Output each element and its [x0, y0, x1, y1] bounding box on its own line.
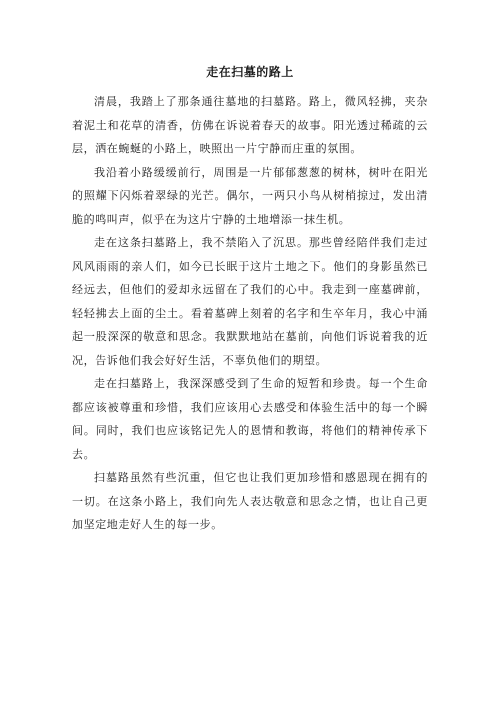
paragraph-5: 扫墓路虽然有些沉重，但它也让我们更加珍惜和感恩现在拥有的一切。在这条小路上，我们向先人表达敬意和思念之情，也让自己更加坚定地走好人生的每一步。	[72, 471, 428, 531]
paragraph-2: 我沿着小路缓缓前行，周围是一片郁郁葱葱的树林，树叶在阳光的照耀下闪烁着翠绿的光芒。偶尔，一两只小鸟从树梢掠过，发出清脆的鸣叫声，似乎在为这片宁静的土地增添一抹生机。	[72, 165, 428, 226]
paragraph-4: 走在扫墓路上，我深深感受到了生命的短暂和珍贵。每一个生命都应该被尊重和珍惜，我们应该用心去感受和体验生活中的每一个瞬间。同时，我们也应该铭记先人的恩情和教诲，将他们的精神传承下去。	[72, 377, 428, 461]
document-title: 走在扫墓的路上	[206, 65, 294, 79]
paragraph-3: 走在这条扫墓路上，我不禁陷入了沉思。那些曾经陪伴我们走过风风雨雨的亲人们，如今已长眠于这片土地之下。他们的身影虽然已经远去，但他们的爱却永远留在了我们的心中。我走到一座墓碑前，轻轻拂去上面的尘土。看着墓碑上刻着的名字和生卒年月，我心中涌起一股深深的敬意和思念。我默默地站在墓前，向他们诉说着我的近况，告诉他们我会好好生活，不辜负他们的期望。	[72, 236, 428, 367]
paragraph-1: 清晨，我踏上了那条通往墓地的扫墓路。路上，微风轻拂，夹杂着泥土和花草的清香，仿佛在诉说着春天的故事。阳光透过稀疏的云层，洒在蜿蜒的小路上，映照出一片宁静而庄重的氛围。	[72, 95, 428, 155]
